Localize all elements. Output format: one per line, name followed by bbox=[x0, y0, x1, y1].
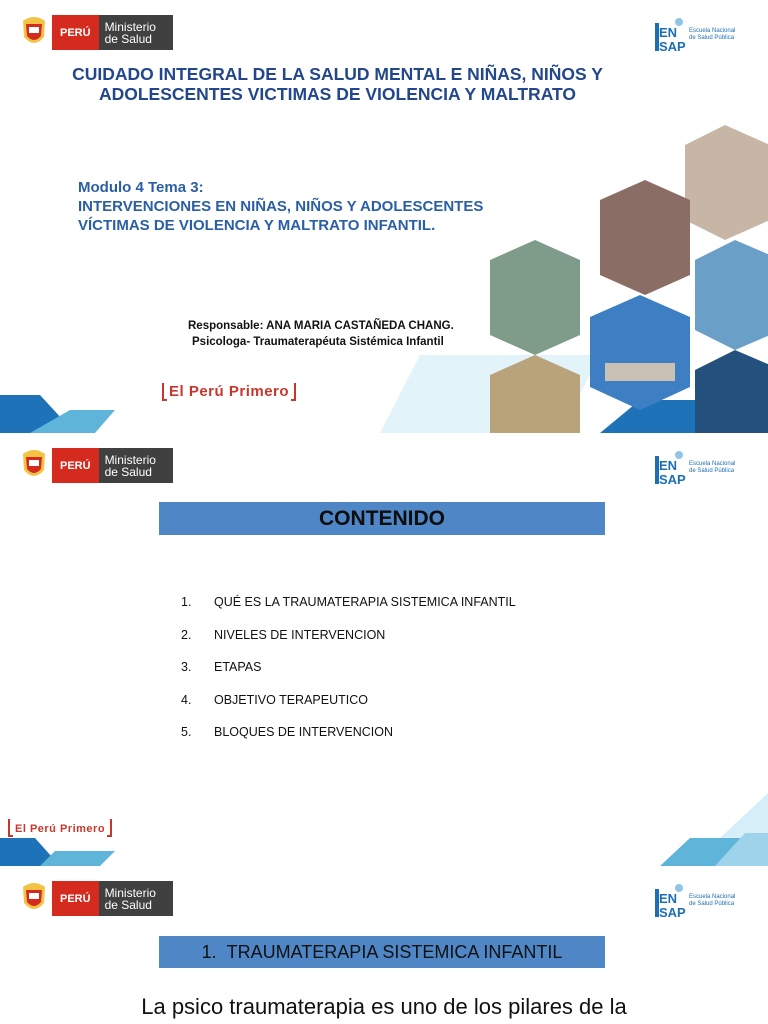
ensap-line-2: de Salud Pública bbox=[689, 901, 735, 907]
photo-landscape bbox=[490, 355, 580, 433]
coat-of-arms-icon bbox=[20, 448, 48, 483]
ministerio-line-2: de Salud bbox=[104, 897, 152, 912]
peru-label: PERÚ bbox=[52, 881, 99, 916]
ministerio-line-2: de Salud bbox=[104, 464, 152, 479]
list-item: 4. OBJETIVO TERAPEUTICO bbox=[181, 692, 368, 707]
module-label: Modulo 4 Tema 3: bbox=[78, 179, 204, 196]
ministerio-label bbox=[99, 881, 173, 916]
peru-primero-logo bbox=[8, 819, 112, 837]
svg-text:EN: EN bbox=[659, 891, 678, 906]
ensap-line-2: de Salud Pública bbox=[689, 468, 735, 474]
coat-of-arms-icon bbox=[20, 881, 48, 916]
photo-health-post bbox=[590, 295, 690, 410]
main-title: CUIDADO INTEGRAL DE LA SALUD MENTAL E NIÑAS, NIÑOS Y ADOLESCENTES VICTIMAS DE VIOLENCIA Y MALTRATO bbox=[72, 64, 603, 104]
ensap-text bbox=[689, 894, 735, 908]
ensap-line-1: Escuela Nacional bbox=[689, 28, 736, 34]
slide-title bbox=[0, 0, 768, 433]
peru-primero-text: El Perú Primero bbox=[169, 383, 290, 400]
svg-text:SAP: SAP bbox=[659, 39, 686, 54]
peru-label: PERÚ bbox=[52, 15, 99, 50]
ministerio-salud-logo bbox=[20, 448, 173, 483]
photo-collage bbox=[480, 125, 768, 433]
svg-text:EN: EN bbox=[659, 25, 678, 40]
peru-primero-logo bbox=[162, 383, 296, 401]
slide-section-1 bbox=[0, 866, 768, 1024]
list-item: 1. QUÉ ES LA TRAUMATERAPIA SISTEMICA INFANTIL bbox=[181, 595, 516, 609]
photo-boats bbox=[695, 350, 768, 433]
ministerio-line-1: Ministerio bbox=[104, 452, 156, 467]
svg-text:SAP: SAP bbox=[659, 472, 686, 487]
responsable-block bbox=[188, 318, 454, 350]
ensap-line-1: Escuela Nacional bbox=[689, 461, 736, 467]
subtitle-line-2: VÍCTIMAS DE VIOLENCIA Y MALTRATO INFANTIL. bbox=[78, 217, 436, 234]
ensap-logo bbox=[653, 450, 738, 490]
subtitle-line-1: INTERVENCIONES EN NIÑAS, NIÑOS Y ADOLESCENTES bbox=[78, 198, 484, 215]
photo-pharmacy bbox=[695, 240, 768, 350]
ensap-line-1: Escuela Nacional bbox=[689, 894, 736, 900]
ministerio-label bbox=[99, 15, 173, 50]
ministerio-salud-logo bbox=[20, 881, 173, 916]
list-item: 2. NIVELES DE INTERVENCION bbox=[181, 627, 386, 642]
ensap-mark-icon bbox=[653, 17, 687, 55]
ensap-mark-icon bbox=[653, 883, 687, 921]
ministerio-label bbox=[99, 448, 173, 483]
ministerio-line-1: Ministerio bbox=[104, 885, 156, 900]
contents-list bbox=[181, 595, 516, 758]
svg-text:SAP: SAP bbox=[659, 905, 686, 920]
ministerio-line-2: de Salud bbox=[104, 31, 152, 46]
responsable-role: Psicologa- Traumaterapéuta Sistémica Infantil bbox=[192, 336, 444, 348]
ensap-mark-icon bbox=[653, 450, 687, 488]
list-item: 5. BLOQUES DE INTERVENCION bbox=[181, 725, 393, 739]
ministerio-salud-logo bbox=[20, 15, 173, 50]
svg-text:EN: EN bbox=[659, 458, 678, 473]
ensap-logo bbox=[653, 883, 738, 923]
ministerio-line-1: Ministerio bbox=[104, 19, 156, 34]
contenido-heading: CONTENIDO bbox=[159, 502, 605, 535]
section-title: TRAUMATERAPIA SISTEMICA INFANTIL bbox=[226, 942, 563, 962]
section-number: 1. bbox=[201, 942, 217, 962]
responsable-name: Responsable: ANA MARIA CASTAÑEDA CHANG. bbox=[188, 320, 454, 332]
module-heading bbox=[78, 178, 483, 235]
photo-office bbox=[685, 125, 768, 240]
body-text: La psico traumaterapia es uno de los pilares de la bbox=[141, 994, 627, 1019]
section-heading bbox=[159, 936, 605, 968]
list-item: 3. ETAPAS bbox=[181, 660, 262, 674]
slide-contents bbox=[0, 433, 768, 866]
peru-label: PERÚ bbox=[52, 448, 99, 483]
coat-of-arms-icon bbox=[20, 15, 48, 50]
photo-group bbox=[490, 240, 580, 355]
photo-child-care bbox=[600, 180, 690, 295]
peru-primero-text: El Perú Primero bbox=[15, 823, 106, 835]
ensap-text bbox=[689, 28, 735, 42]
ensap-text bbox=[689, 461, 735, 475]
ensap-logo bbox=[653, 17, 738, 57]
ensap-line-2: de Salud Pública bbox=[689, 35, 735, 41]
